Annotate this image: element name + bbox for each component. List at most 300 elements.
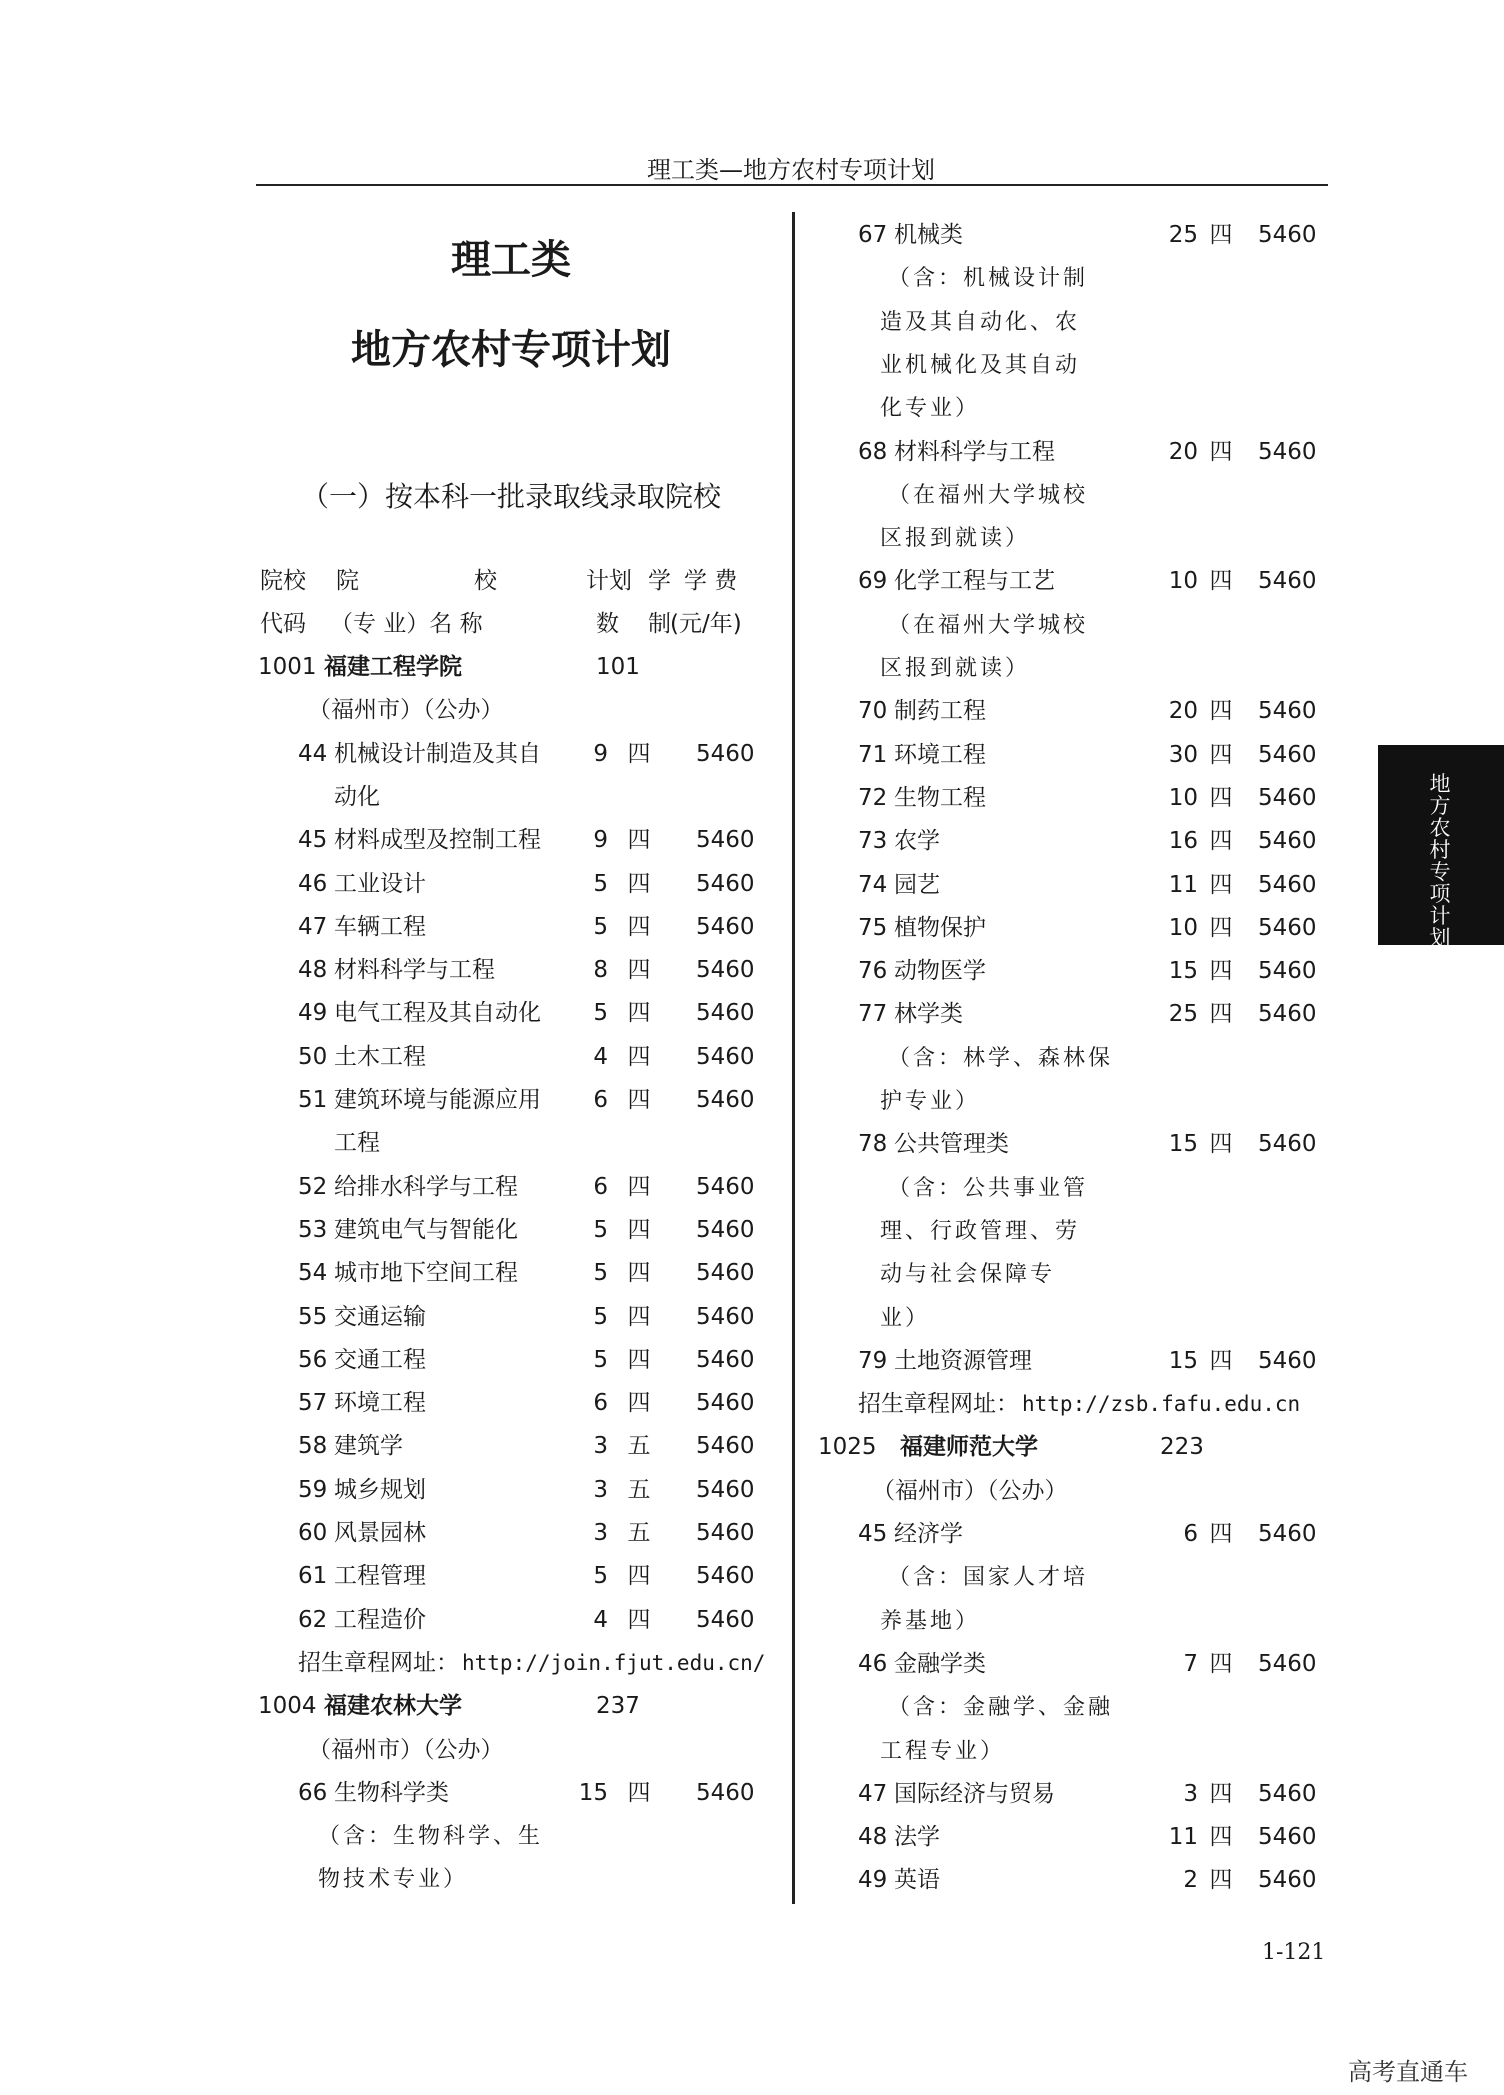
header-fee-2: (元/年) [670,611,742,637]
table-row [258,906,778,949]
table-row [818,1600,1318,1643]
charter-url-label: 招生章程网址： [298,1649,459,1676]
major-number: 71 [858,741,888,768]
major-duration: 四 [1209,1867,1233,1894]
main-subtitle: 地方农村专项计划 [351,327,671,373]
table-row [258,1166,778,1209]
major-note: 护专业） [880,1089,981,1114]
school-code: 1025 [818,1434,877,1461]
major-number: 69 [858,568,888,595]
major-name: 林学类 [894,1001,963,1028]
major-number: 73 [858,828,888,855]
major-duration: 四 [627,913,651,940]
major-plan: 5 [593,913,608,940]
major-plan: 10 [1168,914,1198,941]
major-number: 57 [298,1390,328,1417]
major-duration: 四 [627,1346,651,1373]
major-fee: 5460 [1258,1824,1317,1851]
major-note: 物技术专业） [318,1867,469,1893]
major-note: （含：生物科学、生 [318,1824,544,1850]
major-plan: 5 [593,1260,608,1287]
watermark: 高考直通车 [1348,2058,1468,2086]
school-location: （福州市）（公办） [308,1736,504,1763]
major-plan: 9 [593,827,608,854]
major-duration: 四 [627,1043,651,1070]
major-note: （在福州大学城校 [888,612,1089,638]
major-duration: 五 [627,1433,651,1460]
major-number: 45 [298,827,328,854]
major-duration: 四 [627,1390,651,1417]
major-number: 49 [858,1867,888,1894]
column-divider [792,212,795,1904]
table-row [258,949,778,992]
table-row [258,1815,778,1858]
table-row [818,1859,1318,1902]
table-row [258,646,778,689]
header-fee: 学 费 [684,568,738,594]
side-tab-label: 地方农村专项计划 [1429,772,1451,950]
major-duration: 四 [1209,1001,1233,1028]
major-name: 农学 [894,828,940,855]
major-plan: 15 [1168,958,1198,985]
major-note: （含：金融学、金融 [888,1695,1114,1721]
charter-url: http://zsb.fafu.edu.cn [1022,1392,1301,1417]
major-fee: 5460 [696,827,755,854]
major-number: 61 [298,1563,328,1590]
major-fee: 5460 [1258,1347,1317,1374]
major-name: 土地资源管理 [894,1347,1032,1374]
major-fee: 5460 [696,1433,755,1460]
major-duration: 四 [627,740,651,767]
table-row [818,257,1318,300]
table-row [258,1642,778,1685]
major-plan: 5 [593,1216,608,1243]
table-row [818,690,1318,733]
table-row [258,1339,778,1382]
major-name: 建筑电气与智能化 [334,1216,518,1243]
major-number: 67 [858,222,888,248]
major-fee: 5460 [1258,568,1317,595]
major-duration: 四 [1209,568,1233,595]
school-location: （福州市）（公办） [308,697,504,724]
major-plan: 3 [593,1433,608,1460]
major-duration: 四 [1209,222,1233,248]
major-note: 理、行政管理、劳 [880,1218,1081,1244]
table-row [818,431,1318,474]
table-row [818,517,1318,560]
major-number: 70 [858,698,888,725]
major-fee: 5460 [696,1476,755,1503]
major-name: 公共管理类 [894,1131,1009,1158]
major-name: 金融学类 [894,1650,986,1677]
major-plan: 20 [1168,438,1198,465]
major-name: 环境工程 [894,741,986,768]
major-plan: 11 [1168,871,1198,898]
major-name: 生物科学类 [334,1779,449,1806]
school-plan: 101 [596,654,640,680]
major-name: 建筑环境与能源应用 [334,1087,541,1113]
major-duration: 四 [1209,1650,1233,1677]
major-number: 72 [858,784,888,811]
major-fee: 5460 [696,1303,755,1330]
table-row [818,734,1318,777]
major-duration: 四 [627,870,651,897]
major-fee: 5460 [696,913,755,940]
table-row [818,1556,1318,1599]
major-fee: 5460 [1258,784,1317,811]
major-fee: 5460 [1258,958,1317,985]
major-fee: 5460 [696,1606,755,1633]
major-duration: 五 [627,1520,651,1546]
major-fee: 5460 [1258,741,1317,768]
school-location: （福州市）（公办） [872,1477,1068,1504]
major-note: （含：机械设计制 [888,266,1089,292]
table-row [818,1426,1318,1469]
major-name: 车辆工程 [334,913,426,940]
major-fee: 5460 [1258,1001,1317,1028]
header-duration: 学 [648,568,671,594]
major-plan: 15 [1168,1131,1198,1158]
major-note: （含：林学、森林保 [888,1045,1114,1071]
major-plan: 10 [1168,784,1198,811]
section-heading: （一）按本科一批录取线录取院校 [300,480,721,513]
table-row [818,1167,1318,1210]
major-fee: 5460 [1258,1780,1317,1807]
table-row [818,820,1318,863]
major-number: 75 [858,914,888,941]
table-row [818,1253,1318,1296]
major-plan: 6 [593,1087,608,1113]
major-duration: 四 [1209,914,1233,941]
major-duration: 四 [627,957,651,984]
major-note: 工程专业） [880,1738,1006,1764]
table-row [258,1425,778,1468]
table-row [818,1686,1318,1729]
major-plan: 15 [1168,1347,1198,1374]
major-number: 55 [298,1303,328,1330]
major-duration: 四 [627,1173,651,1200]
major-plan: 16 [1168,828,1198,855]
major-plan: 15 [578,1779,608,1806]
table-row [818,1643,1318,1686]
table-row [818,344,1318,387]
table-row [818,1470,1318,1513]
major-number: 50 [298,1043,328,1070]
major-note: 业） [880,1305,931,1331]
major-name-continued: 动化 [334,783,380,810]
major-plan: 5 [593,1303,608,1330]
major-fee: 5460 [696,870,755,897]
major-fee: 5460 [696,1779,755,1806]
major-plan: 9 [593,740,608,767]
charter-url-label: 招生章程网址： [858,1391,1019,1418]
major-plan: 3 [1183,1780,1198,1807]
major-number: 45 [858,1521,888,1547]
major-duration: 四 [1209,784,1233,811]
major-name: 机械设计制造及其自 [334,740,541,767]
table-row [818,301,1318,344]
major-name: 风景园林 [334,1520,426,1546]
table-row [818,560,1318,603]
major-duration: 四 [1209,1824,1233,1851]
major-duration: 四 [627,1563,651,1590]
major-plan: 3 [593,1476,608,1503]
major-plan: 2 [1183,1867,1198,1894]
table-row [818,474,1318,517]
table-row [818,1080,1318,1123]
major-note: 养基地） [880,1608,981,1634]
major-duration: 四 [627,1779,651,1806]
table-row [258,1729,778,1772]
page-number: 1-121 [1262,1940,1326,1965]
major-duration: 四 [627,1216,651,1243]
major-fee: 5460 [696,957,755,984]
header-rule [256,184,1328,186]
table-row [258,1858,778,1901]
major-plan: 4 [593,1043,608,1070]
major-plan: 6 [1183,1521,1198,1547]
major-duration: 四 [1209,1131,1233,1158]
table-row [818,1730,1318,1773]
major-fee: 5460 [1258,1867,1317,1894]
major-fee: 5460 [1258,698,1317,725]
major-duration: 四 [1209,698,1233,725]
major-duration: 四 [627,1087,651,1113]
table-row [258,1079,778,1122]
table-row [258,1252,778,1295]
school-name: 福建工程学院 [324,654,462,680]
school-code: 1004 [258,1693,317,1720]
major-fee: 5460 [1258,828,1317,855]
major-duration: 五 [627,1476,651,1503]
major-duration: 四 [1209,828,1233,855]
major-name: 动物医学 [894,958,986,985]
major-plan: 30 [1168,741,1198,768]
major-note: 化专业） [880,396,981,422]
header-name-3: （专 业）名 称 [330,611,483,637]
major-note: 业机械化及其自动 [880,352,1081,378]
major-name: 生物工程 [894,784,986,811]
major-name: 交通工程 [334,1346,426,1373]
table-row [818,647,1318,690]
major-name: 城市地下空间工程 [334,1260,518,1287]
major-fee: 5460 [1258,1650,1317,1677]
table-row [818,907,1318,950]
major-name: 植物保护 [894,914,986,941]
major-name: 环境工程 [334,1390,426,1417]
major-note: 区报到就读） [880,656,1031,681]
major-plan: 4 [593,1606,608,1633]
header-code-2: 代码 [260,611,306,637]
major-number: 74 [858,871,888,898]
table-row [258,1772,778,1815]
school-plan: 223 [1160,1434,1204,1461]
major-plan: 8 [593,957,608,984]
major-number: 52 [298,1173,328,1200]
major-name: 制药工程 [894,698,986,725]
major-number: 79 [858,1347,888,1374]
major-duration: 四 [1209,958,1233,985]
major-fee: 5460 [696,1043,755,1070]
table-row [258,1555,778,1598]
major-name-continued: 工程 [334,1130,380,1157]
major-number: 49 [298,1000,328,1027]
table-row [818,1123,1318,1166]
charter-url: http://join.fjut.edu.cn/ [462,1650,766,1675]
table-row [258,1469,778,1512]
major-name: 交通运输 [334,1303,426,1330]
major-number: 46 [298,870,328,897]
major-duration: 四 [1209,871,1233,898]
major-name: 工程管理 [334,1563,426,1590]
table-row [818,1383,1318,1426]
major-fee: 5460 [1258,914,1317,941]
table-row [818,993,1318,1036]
major-duration: 四 [1209,438,1233,465]
major-plan: 7 [1183,1650,1198,1677]
table-row [818,1037,1318,1080]
major-note: 动与社会保障专 [880,1262,1056,1288]
major-name: 园艺 [894,871,940,898]
major-number: 60 [298,1520,328,1546]
major-number: 46 [858,1650,888,1677]
main-title: 理工类 [451,237,571,283]
major-plan: 5 [593,1563,608,1590]
major-name: 机械类 [894,222,963,248]
major-fee: 5460 [696,1260,755,1287]
table-row [818,1340,1318,1383]
school-name: 福建师范大学 [900,1434,1038,1461]
major-number: 78 [858,1131,888,1158]
table-row [818,387,1318,430]
table-row [258,1512,778,1555]
header-name-1: 院 [336,568,359,594]
school-plan: 237 [596,1693,640,1720]
major-number: 59 [298,1476,328,1503]
major-name: 土木工程 [334,1043,426,1070]
table-row [818,214,1318,257]
major-fee: 5460 [696,1390,755,1417]
table-row [818,777,1318,820]
table-row [258,863,778,906]
major-name: 英语 [894,1867,940,1894]
major-number: 44 [298,740,328,767]
major-fee: 5460 [696,1216,755,1243]
table-row [258,689,778,732]
table-row [258,1122,778,1165]
major-duration: 四 [627,1260,651,1287]
major-name: 材料成型及控制工程 [334,827,541,854]
major-duration: 四 [627,827,651,854]
major-number: 76 [858,958,888,985]
major-plan: 25 [1168,1001,1198,1028]
table-row [258,1209,778,1252]
major-number: 51 [298,1087,328,1113]
major-duration: 四 [627,1606,651,1633]
major-fee: 5460 [696,1173,755,1200]
header-duration-2: 制 [648,611,671,637]
major-fee: 5460 [696,1563,755,1590]
major-number: 62 [298,1606,328,1633]
major-plan: 3 [593,1520,608,1546]
table-row [258,1296,778,1339]
major-note: （含：国家人才培 [888,1565,1089,1591]
major-duration: 四 [1209,1780,1233,1807]
major-name: 化学工程与工艺 [894,568,1055,595]
major-fee: 5460 [696,1346,755,1373]
major-duration: 四 [627,1303,651,1330]
table-row [258,819,778,862]
major-number: 53 [298,1216,328,1243]
major-fee: 5460 [696,1000,755,1027]
table-row [818,1513,1318,1556]
major-fee: 5460 [1258,222,1317,248]
table-row [818,950,1318,993]
major-plan: 6 [593,1173,608,1200]
major-note: （在福州大学城校 [888,482,1089,508]
major-number: 48 [298,957,328,984]
major-name: 材料科学与工程 [334,957,495,984]
major-note: 造及其自动化、农 [880,309,1081,335]
major-number: 58 [298,1433,328,1460]
header-name-2: 校 [474,568,497,594]
major-fee: 5460 [1258,1521,1317,1547]
major-name: 工程造价 [334,1606,426,1633]
major-duration: 四 [627,1000,651,1027]
table-row [818,604,1318,647]
major-name: 城乡规划 [334,1476,426,1503]
table-row [258,1685,778,1728]
major-plan: 25 [1168,222,1198,248]
side-tab [1378,745,1504,950]
major-note: （含：公共事业管 [888,1175,1089,1201]
major-duration: 四 [1209,1521,1233,1547]
table-row [818,1297,1318,1340]
running-header: 理工类—地方农村专项计划 [647,156,935,184]
major-number: 68 [858,438,888,465]
table-row [818,1210,1318,1253]
major-plan: 20 [1168,698,1198,725]
major-number: 47 [858,1780,888,1807]
major-plan: 5 [593,870,608,897]
major-name: 给排水科学与工程 [334,1173,518,1200]
major-name: 经济学 [894,1521,963,1547]
major-fee: 5460 [696,1087,755,1113]
major-number: 54 [298,1260,328,1287]
major-number: 48 [858,1824,888,1851]
table-row [818,864,1318,907]
major-name: 材料科学与工程 [894,438,1055,465]
school-code: 1001 [258,654,317,680]
table-row [258,1382,778,1425]
major-plan: 5 [593,1000,608,1027]
major-name: 建筑学 [334,1433,403,1460]
major-number: 66 [298,1779,328,1806]
school-name: 福建农林大学 [324,1693,462,1720]
major-note: 区报到就读） [880,526,1031,552]
major-name: 工业设计 [334,870,426,897]
major-number: 47 [298,913,328,940]
major-duration: 四 [1209,741,1233,768]
major-plan: 5 [593,1346,608,1373]
major-plan: 10 [1168,568,1198,595]
table-row [258,776,778,819]
major-name: 法学 [894,1824,940,1851]
major-name: 电气工程及其自动化 [334,1000,541,1027]
header-plan: 计划 [586,568,632,594]
major-number: 56 [298,1346,328,1373]
major-name: 国际经济与贸易 [894,1780,1055,1807]
